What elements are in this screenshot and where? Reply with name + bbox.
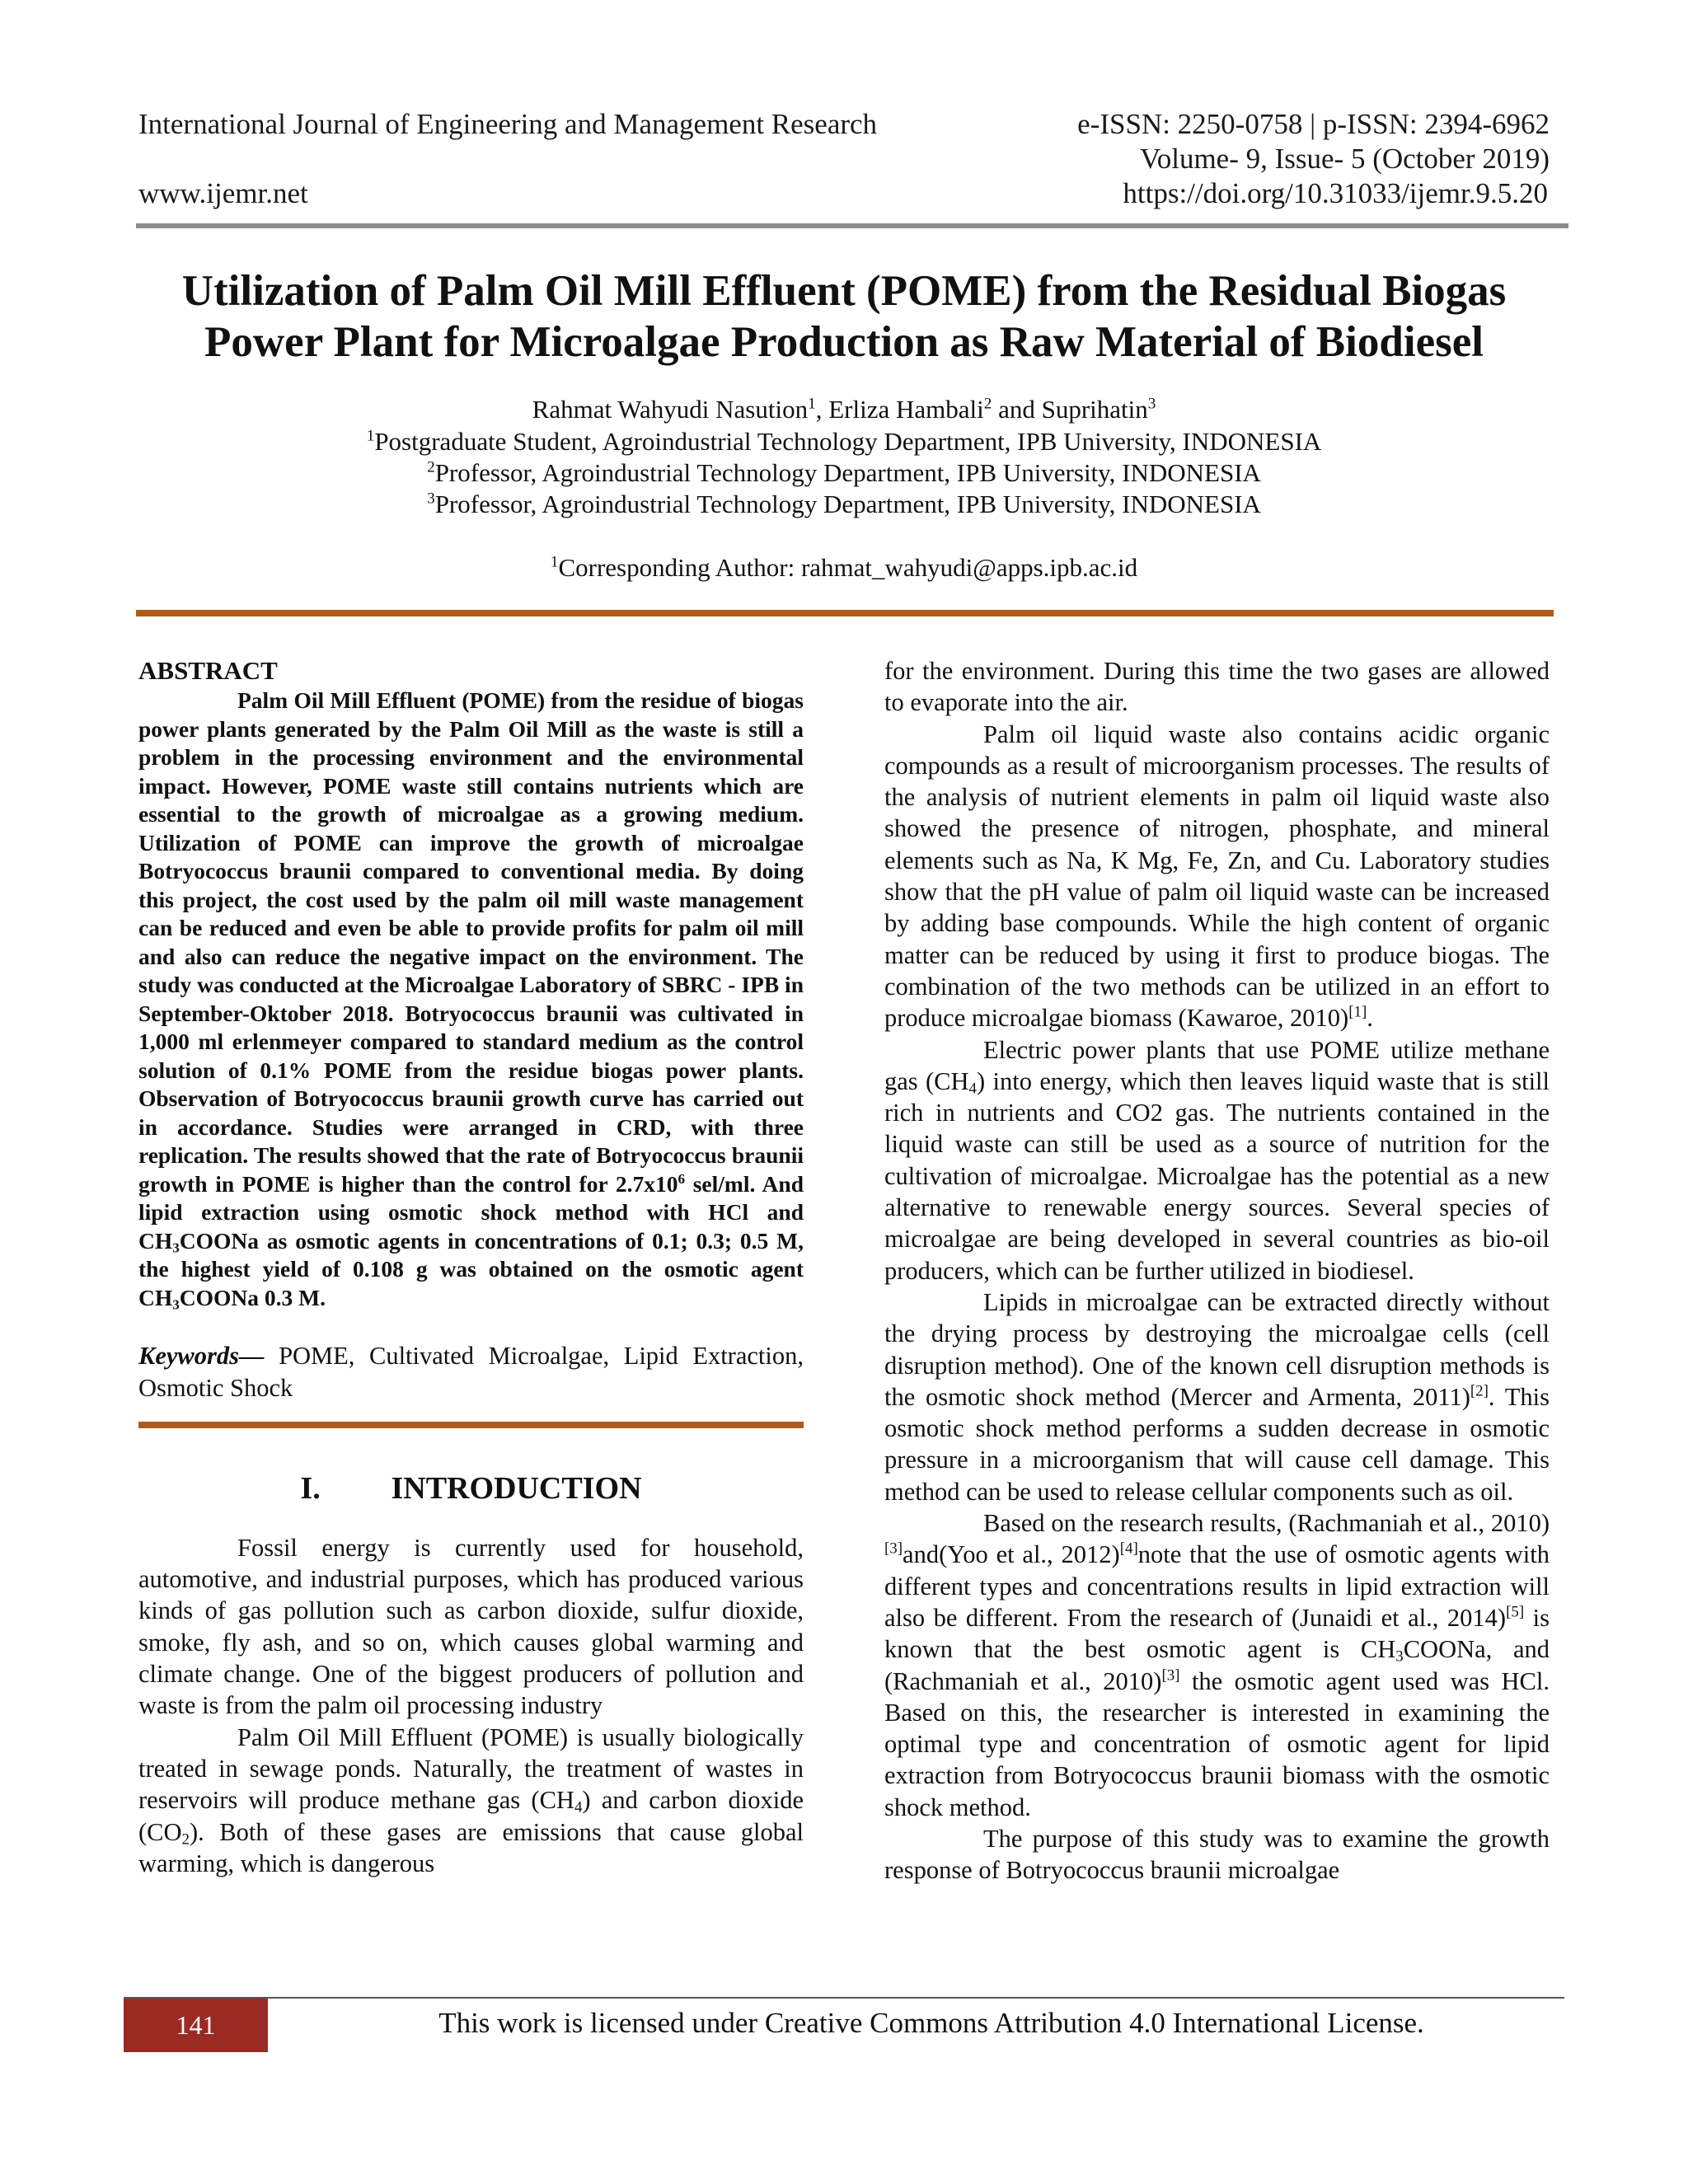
affiliation-3 bbox=[99, 489, 1589, 520]
title-rule bbox=[136, 610, 1554, 616]
affiliation-text: Postgraduate Student, Agroindustrial Technology Department, IPB University, INDONESIA bbox=[374, 427, 1322, 456]
intro-paragraph-2 bbox=[138, 1722, 804, 1879]
citation-ref[interactable]: [2] bbox=[1470, 1382, 1489, 1400]
footer-rule bbox=[124, 1997, 1564, 1999]
paragraph-waste-composition bbox=[884, 719, 1550, 1034]
text-part: COONa, and (Rachmaniah et al., 2010) bbox=[884, 1635, 1550, 1695]
text-part: ) into energy, which then leaves liquid waste that is still rich in nutrients and CO2 gas. The nutrients contained in the liquid waste can still be used as a source of nutrition for the cultivation of microalgae. Microalgae has the potential as a new alternative to renewable energy sources. Several species of microalgae are being developed in several countries as bio-oil producers, which can be further utilized in biodiesel. bbox=[884, 1066, 1550, 1285]
author-separator: and bbox=[992, 395, 1042, 424]
abstract-subscript: 3 bbox=[172, 1296, 180, 1313]
paragraph-lipids bbox=[884, 1286, 1550, 1507]
text-part: Electric power plants that use POME utilize methane gas (CH bbox=[884, 1035, 1550, 1095]
abstract-text-part: COONa 0.3 M. bbox=[179, 1284, 326, 1310]
text-part: ) and carbon dioxide (CO bbox=[138, 1786, 804, 1846]
abstract-text-part: sel/ml. And lipid extraction using osmotic shock method with HCl and CH bbox=[138, 1170, 804, 1254]
abstract-body bbox=[138, 687, 804, 1312]
citation-ref[interactable]: [3] bbox=[884, 1540, 903, 1558]
affiliation-1 bbox=[99, 426, 1589, 457]
author-3-mark: 3 bbox=[1147, 395, 1156, 413]
author-2-mark: 2 bbox=[983, 395, 992, 413]
issn-line: e-ISSN: 2250-0758 | p-ISSN: 2394-6962 bbox=[1077, 108, 1550, 140]
keywords-text: POME, Cultivated Microalgae, Lipid Extraction, Osmotic Shock bbox=[138, 1342, 804, 1402]
journal-name: International Journal of Engineering and Management Research bbox=[138, 108, 878, 140]
subscript: 4 bbox=[574, 1798, 583, 1816]
corresponding-mark: 1 bbox=[550, 553, 559, 571]
section-heading bbox=[138, 1469, 804, 1507]
citation-ref[interactable]: [5] bbox=[1506, 1603, 1525, 1621]
left-column bbox=[138, 655, 804, 1879]
author-1-mark: 1 bbox=[808, 395, 816, 413]
paragraph-continued: for the environment. During this time the two gases are allowed to evaporate into the air. bbox=[884, 657, 1550, 717]
text-part: is known that the best osmotic agent is CH bbox=[884, 1603, 1550, 1664]
text-part: the osmotic agent used was HCl. Based on this, the researcher is interested in examining the optimal type and concentration of osmotic agent for lipid extraction from Botryococcus braunii biomass with the osmotic shock method. bbox=[884, 1666, 1550, 1821]
section-title: INTRODUCTION bbox=[391, 1470, 642, 1506]
doi-link[interactable]: https://doi.org/10.31033/ijemr.9.5.20 bbox=[1123, 177, 1548, 209]
text-part: . This osmotic shock method performs a sudden decrease in osmotic pressure in a microorganism that will cause cell damage. This method can be used to release cellular components such as oil. bbox=[884, 1382, 1550, 1506]
text-part: . bbox=[1367, 1004, 1373, 1033]
title-line-2: Power Plant for Microalgae Production as Raw Material of Biodiesel bbox=[204, 318, 1484, 366]
subscript: 3 bbox=[1395, 1647, 1404, 1666]
affiliation-mark: 3 bbox=[427, 490, 435, 508]
author-separator: , bbox=[815, 395, 829, 424]
text-part: note that the use of osmotic agents with different types and concentrations results in lipid extraction will also be different. From the research of (Junaidi et al., 2014) bbox=[884, 1540, 1550, 1632]
corresponding-text[interactable]: Corresponding Author: rahmat_wahyudi@apps.ipb.ac.id bbox=[558, 553, 1138, 582]
author-list bbox=[99, 394, 1589, 425]
affiliation-2 bbox=[99, 457, 1589, 489]
license-notice[interactable]: This work is licensed under Creative Commons Attribution 4.0 International License. bbox=[438, 2007, 1424, 2039]
text-part: ). Both of these gases are emissions that cause global warming, which is dangerous bbox=[138, 1817, 804, 1877]
subscript: 4 bbox=[968, 1080, 977, 1098]
author-3: Suprihatin bbox=[1041, 395, 1148, 424]
paragraph-purpose: The purpose of this study was to examine the growth response of Botryococcus braunii microalgae bbox=[884, 1824, 1550, 1885]
citation-ref[interactable]: [1] bbox=[1348, 1003, 1367, 1021]
keywords-rule bbox=[138, 1422, 804, 1428]
keywords-label: Keywords— bbox=[138, 1342, 265, 1371]
abstract-heading: ABSTRACT bbox=[138, 656, 278, 685]
abstract-subscript: 3 bbox=[172, 1240, 180, 1256]
citation-ref[interactable]: [3] bbox=[1161, 1666, 1180, 1685]
abstract-text-part: COONa as osmotic agents in concentrations of 0.1; 0.3; 0.5 M, the highest yield of 0.108 g was obtained on the osmotic agent CH bbox=[138, 1227, 804, 1310]
corresponding-author bbox=[99, 552, 1589, 583]
subscript: 2 bbox=[181, 1830, 190, 1849]
text-part: Palm oil liquid waste also contains acidic organic compounds as a result of microorganism processes. The results of the analysis of nutrient elements in palm oil liquid waste also showed the presence of nitrogen, phosphate, and mineral elements such as Na, K Mg, Fe, Zn, and Cu. Laboratory studies show that the pH value of palm oil liquid waste can be increased by adding base compounds. While the high content of organic matter can be reduced by using it first to produce biogas. The combination of the two methods can be utilized in an effort to produce microalgae biomass (Kawaroe, 2010) bbox=[884, 719, 1550, 1033]
volume-issue: Volume- 9, Issue- 5 (October 2019) bbox=[1139, 143, 1550, 175]
affiliation-text: Professor, Agroindustrial Technology Department, IPB University, INDONESIA bbox=[434, 490, 1261, 518]
affiliation-text: Professor, Agroindustrial Technology Department, IPB University, INDONESIA bbox=[434, 458, 1261, 487]
text-part: and(Yoo et al., 2012) bbox=[903, 1540, 1120, 1569]
abstract-exponent: 6 bbox=[678, 1170, 686, 1187]
paragraph-research-results bbox=[884, 1507, 1550, 1823]
intro-paragraph-1: Fossil energy is currently used for household, automotive, and industrial purposes, which has produced various kinds of gas pollution such as carbon dioxide, sulfur dioxide, smoke, fly ash, and so on, which causes global warming and climate change. One of the biggest producers of pollution and waste is from the palm oil processing industry bbox=[138, 1533, 804, 1720]
page-number: 141 bbox=[124, 1999, 268, 2052]
header-rule bbox=[136, 223, 1568, 228]
website-link[interactable]: www.ijemr.net bbox=[138, 177, 308, 209]
text-part: Based on the research results, (Rachmaniah et al., 2010) bbox=[983, 1509, 1550, 1538]
keywords bbox=[138, 1340, 804, 1404]
title-line-1: Utilization of Palm Oil Mill Effluent (POME) from the Residual Biogas bbox=[181, 267, 1507, 315]
text-part: Palm Oil Mill Effluent (POME) is usually biologically treated in sewage ponds. Naturally, the treatment of wastes in reservoirs will produce methane gas (CH bbox=[138, 1722, 804, 1815]
affiliation-mark: 2 bbox=[427, 458, 435, 476]
paragraph-power-plants bbox=[884, 1034, 1550, 1286]
author-1: Rahmat Wahyudi Nasution bbox=[532, 395, 809, 424]
abstract-text-part: Palm Oil Mill Effluent (POME) from the residue of biogas power plants generated by the Palm Oil Mill as the waste is still a problem in the processing environment and the environmental impact. However, POME waste still contains nutrients which are essential to the growth of microalgae as a growing medium. Utilization of POME can improve the growth of microalgae Botryococcus braunii compared to conventional media. By doing this project, the cost used by the palm oil mill waste management can be reduced and even be able to provide profits for palm oil mill and also can reduce the negative impact on the environment. The study was conducted at the Microalgae Laboratory of SBRC - IPB in September-Oktober 2018. Botryococcus braunii was cultivated in 1,000 ml erlenmeyer compared to standard medium as the control solution of 0.1% POME from the residue biogas power plants. Observation of Botryococcus braunii growth curve has carried out in accordance. Studies were arranged in CRD, with three replication. The results showed that the rate of Botryococcus braunii growth in POME is higher than the control for 2.7x10 bbox=[138, 687, 804, 1197]
section-number: I. bbox=[300, 1470, 321, 1506]
paper-title bbox=[99, 265, 1589, 368]
citation-ref[interactable]: [4] bbox=[1119, 1540, 1138, 1558]
right-column bbox=[884, 655, 1550, 1886]
affiliation-mark: 1 bbox=[366, 427, 375, 445]
text-part: Lipids in microalgae can be extracted directly without the drying process by destroying the microalgae cells (cell disruption method). One of the known cell disruption methods is the osmotic shock method (Mercer and Armenta, 2011) bbox=[884, 1287, 1550, 1411]
author-2: Erliza Hambali bbox=[828, 395, 984, 424]
